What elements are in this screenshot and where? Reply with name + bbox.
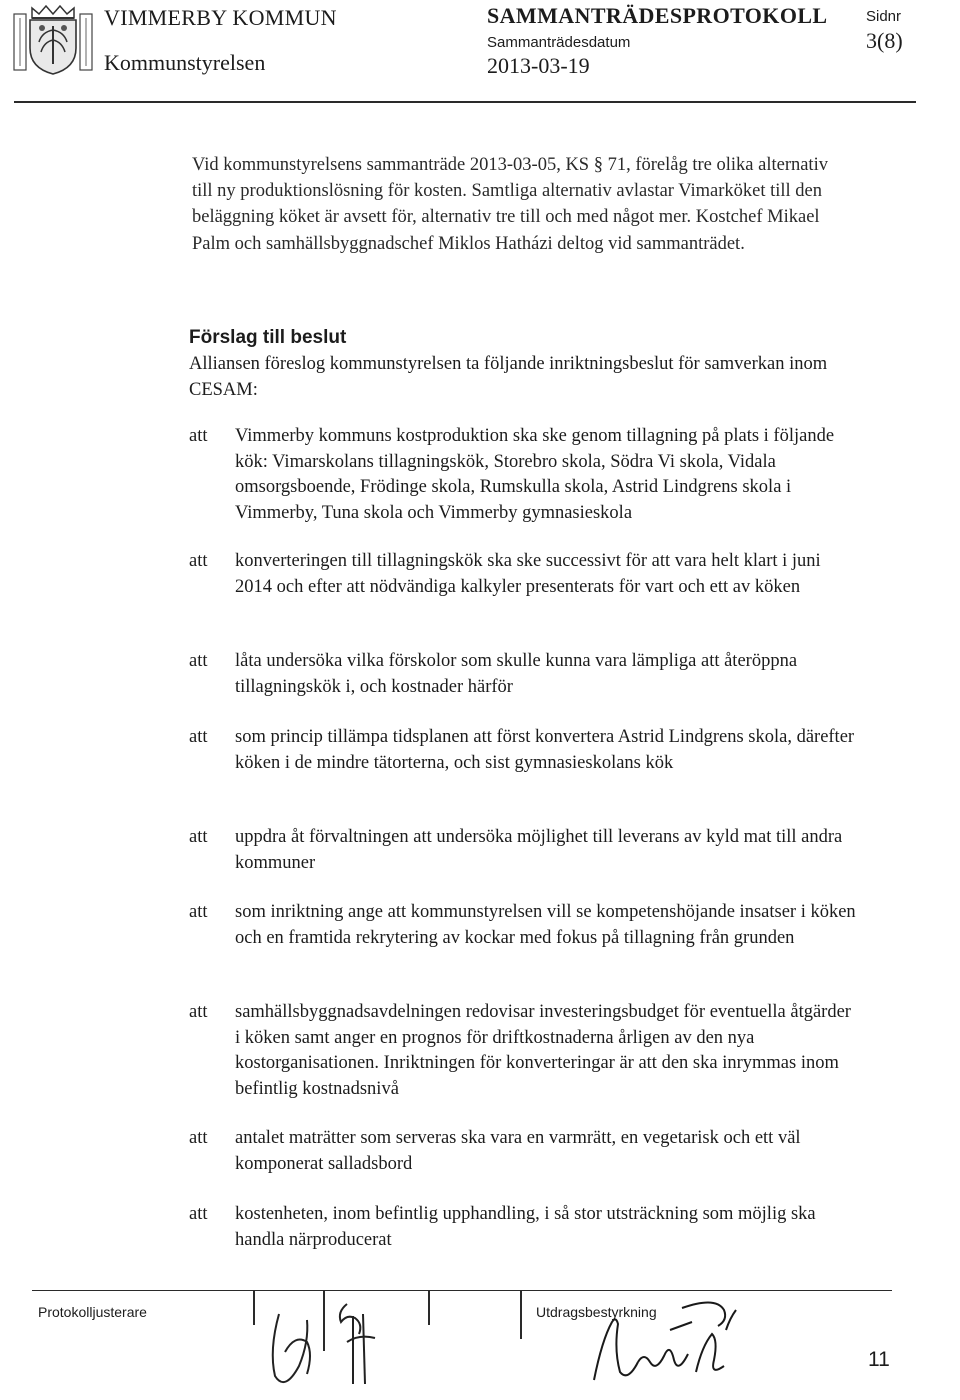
decision-text: som inriktning ange att kommunstyrelsen vill se kompetenshöjande insatser i köken och en framtida rekrytering av kockar med fokus på tillagning från grunden: [235, 902, 856, 948]
organization-name: VIMMERBY KOMMUN: [104, 5, 337, 30]
intro-paragraph: Vid kommunstyrelsens sammanträde 2013-03-05, KS § 71, förelåg tre olika alternativ till ny produktionslösning för kosten. Samtliga alternativ avlastar Vimarköket till den beläggning köket är avsett för, alternativ tre till och med något mer. Kostchef Mikael Palm och samhällsbyggnadschef Miklos Hatházi deltog vid sammanträdet.: [192, 155, 828, 254]
decision-item: [189, 825, 859, 876]
decision-text: samhällsbyggnadsavdelningen redovisar investeringsbudget för eventuella åtgärder i köken samt anger en prognos för driftkostnaderna årligen av den nya kostorganisationen. Inriktningen för konverteringar är att den ska inrymmas inom befintlig kostnadsnivå: [235, 1002, 851, 1099]
handwritten-signature-icon: [520, 1290, 760, 1395]
decision-prefix: att: [189, 902, 208, 922]
decision-item: [189, 900, 859, 951]
excerpt-certification-label: Utdragsbestyrkning: [536, 1304, 657, 1320]
decision-item: [189, 1126, 859, 1177]
document-title: SAMMANTRÄDESPROTOKOLL: [487, 3, 828, 28]
page-number-label: Sidnr: [866, 8, 902, 25]
decision-prefix: att: [189, 1204, 208, 1224]
decision-text: uppdra åt förvaltningen att undersöka möjlighet till leverans av kyld mat till andra kommuner: [235, 827, 843, 873]
municipal-coat-of-arms-icon: [12, 4, 94, 76]
decision-prefix: att: [189, 727, 208, 747]
decision-prefix: att: [189, 1002, 208, 1022]
decision-text: konverteringen till tillagningskök ska ske successivt för att vara helt klart i juni 2014 och efter att nödvändiga kalkyler presenterats för vart och ett av köken: [235, 551, 821, 597]
page-number: 3(8): [866, 28, 903, 53]
decision-prefix: att: [189, 551, 208, 571]
section-heading: Förslag till beslut: [189, 327, 347, 348]
decision-item: [189, 649, 859, 700]
decision-item: [189, 549, 859, 600]
decision-prefix: att: [189, 1128, 208, 1148]
decision-text: kostenheten, inom befintlig upphandling, i så stor utsträckning som möjlig ska handla närproducerat: [235, 1204, 816, 1250]
handwritten-initials-icon: [255, 1294, 435, 1394]
decision-text: som princip tillämpa tidsplanen att först konvertera Astrid Lindgrens skola, därefter köken i de mindre tätorterna, och sist gymnasieskolans kök: [235, 727, 855, 773]
decision-prefix: att: [189, 426, 208, 446]
decision-item: [189, 725, 859, 776]
decision-item: [189, 1000, 859, 1102]
decision-item: [189, 424, 859, 526]
header-divider: [14, 101, 916, 103]
adjuster-label: Protokolljusterare: [38, 1304, 147, 1320]
board-name: Kommunstyrelsen: [104, 50, 266, 75]
meeting-date: 2013-03-19: [487, 53, 590, 78]
decision-text: låta undersöka vilka förskolor som skulle kunna vara lämpliga att återöppna tillagningskök i, och kostnader härför: [235, 651, 798, 697]
decision-item: [189, 1202, 859, 1253]
meeting-date-label: Sammanträdesdatum: [487, 34, 631, 51]
decision-prefix: att: [189, 651, 208, 671]
footer-divider: [32, 1290, 892, 1291]
decision-text: Vimmerby kommuns kostproduktion ska ske genom tillagning på plats i följande kök: Vimarskolans tillagningskök, Storebro skola, Södra Vi skola, Vidala omsorgsboende, Frödinge skola, Rumskulla skola, Astrid Lindgrens skola i Vimmerby, Tuna skola och Vimmerby gymnasieskola: [235, 426, 835, 523]
decision-text: antalet maträtter som serveras ska vara en varmrätt, en vegetarisk och ett väl komponerat salladsbord: [235, 1128, 801, 1174]
decision-prefix: att: [189, 827, 208, 847]
section-intro: Alliansen föreslog kommunstyrelsen ta följande inriktningsbeslut för samverkan inom CESAM:: [189, 354, 828, 400]
footer-page-number: 11: [868, 1348, 890, 1371]
